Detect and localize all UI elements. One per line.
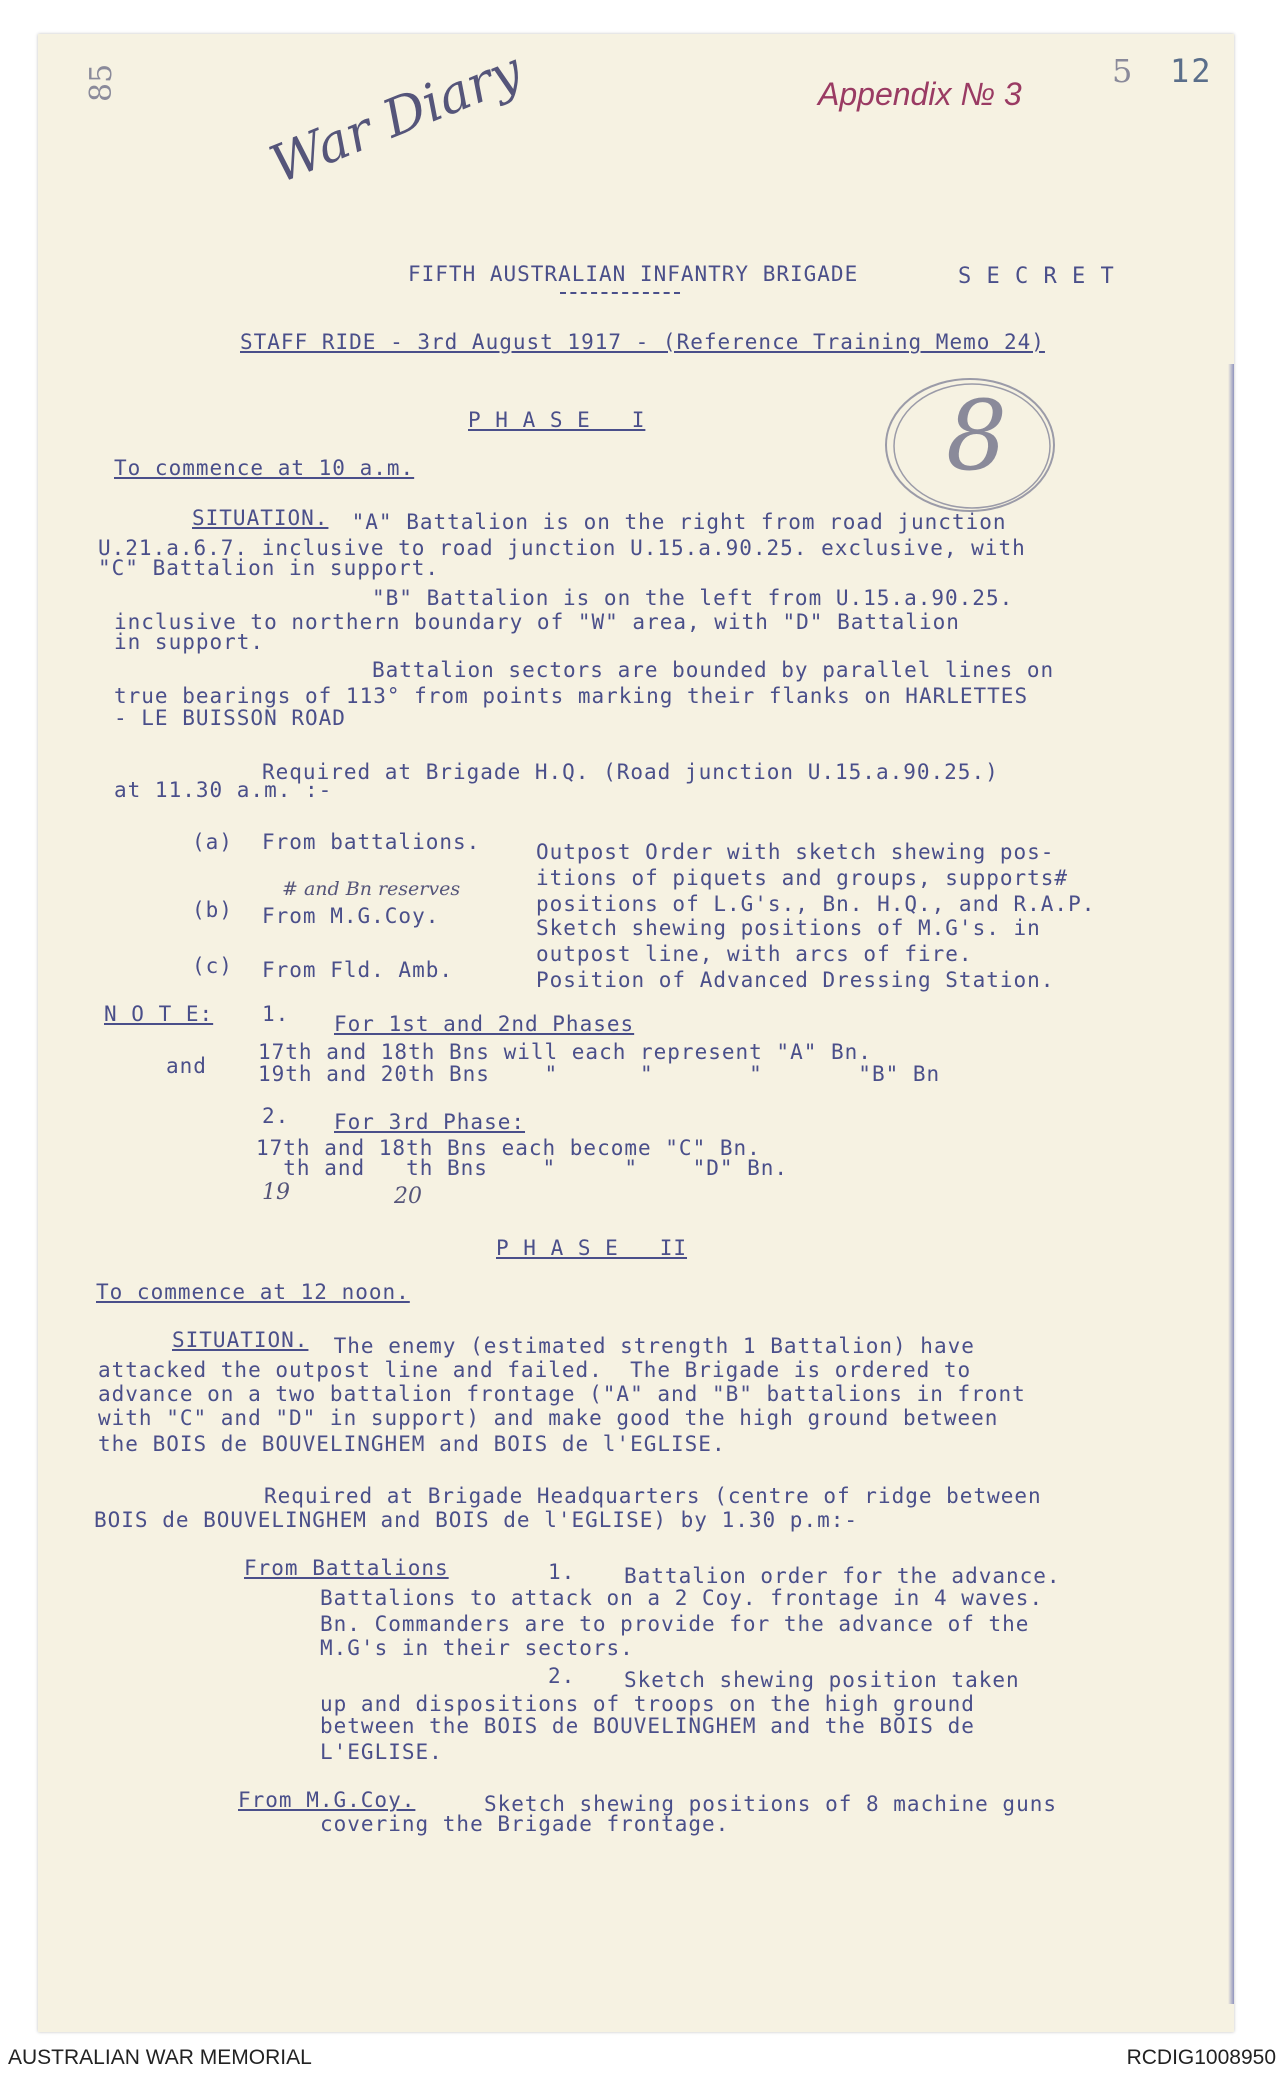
phase1-sectors-line3: - LE BUISSON ROAD [114,706,346,730]
from-bn-2-line1: Sketch shewing position taken [624,1668,1020,1692]
folio-number: 12 [1170,52,1213,90]
corner-number-left: 85 [84,63,119,102]
phase2-situation-label: SITUATION. [172,1328,309,1352]
phase2-situation-line2: attacked the outpost line and failed. The Brigade is ordered to [98,1358,972,1382]
note-label: N O T E: [104,1002,214,1026]
phase1-situation-label: SITUATION. [192,506,329,530]
phase1-sectors-line2: true bearings of 113° from points marking their flanks on HARLETTES [114,684,1029,708]
phase2-situation-line4: with "C" and "D" in support) and make good the high ground between [98,1406,999,1430]
from-bn-1-line3: Bn. Commanders are to provide for the advance of the [320,1612,1030,1636]
note2-hand-19: 19 [262,1180,290,1205]
phase2-situation-line1: The enemy (estimated strength 1 Battalion) have [320,1334,975,1358]
phase2-heading: P H A S E II [496,1236,688,1260]
phase1-b-line1: "B" Battalion is on the left from U.15.a.90.25. [372,586,1014,610]
from-bn-2-line4: L'EGLISE. [320,1740,443,1764]
phase1-situation-line3: "C" Battalion in support. [98,556,440,580]
from-bn-1-line1: Battalion order for the advance. [624,1564,1061,1588]
from-bn-2-number: 2. [548,1664,576,1688]
item-b-letter: (b) [192,898,233,922]
pencil-number-right: 5 [1112,52,1133,90]
hand-insert-bn-reserves: # and Bn reserves [282,878,461,900]
note1-line2: 19th and 20th Bns " " " "B" Bn [258,1062,941,1086]
from-bn-1-line2: Battalions to attack on a 2 Coy. frontage in 4 waves. [320,1586,1044,1610]
note1-and: and [166,1054,207,1078]
phase1-required-line2: at 11.30 a.m. :- [114,778,333,802]
circled-number: 8 [946,380,1008,492]
from-bn-2-line2: up and dispositions of troops on the high ground [320,1692,975,1716]
item-a-line1: Outpost Order with sketch shewing pos- [536,840,1055,864]
note2-number: 2. [262,1104,290,1128]
handwritten-war-diary: War Diary [262,40,531,196]
item-a-line3: positions of L.G's., Bn. H.Q., and R.A.P. [536,892,1096,916]
note1-number: 1. [262,1002,290,1026]
phase1-required-line1: Required at Brigade H.Q. (Road junction U.15.a.90.25.) [262,760,999,784]
note2-hand-20: 20 [394,1184,422,1209]
phase1-commence: To commence at 10 a.m. [114,456,415,480]
phase1-situation-line1: "A" Battalion is on the right from road junction [338,510,1007,534]
secret-label: S E C R E T [958,264,1115,289]
item-c-letter: (c) [192,954,233,978]
item-b-line1: Sketch shewing positions of M.G's. in [536,916,1041,940]
brigade-dash-underline [560,292,680,294]
note2-line1: 17th and 18th Bns each become "C" Bn. [256,1136,761,1160]
footer-source: AUSTRALIAN WAR MEMORIAL [8,2046,312,2069]
item-c-source: From Fld. Amb. [262,958,454,982]
note2-title: For 3rd Phase: [334,1110,526,1134]
brigade-heading: FIFTH AUSTRALIAN INFANTRY BRIGADE [408,262,859,286]
phase2-situation-line3: advance on a two battalion frontage ("A" and "B" battalions in front [98,1382,1026,1406]
phase2-required-line2: BOIS de BOUVELINGHEM and BOIS de l'EGLISE) by 1.30 p.m:- [94,1508,859,1532]
phase2-situation-line5: the BOIS de BOUVELINGHEM and BOIS de l'EGLISE. [98,1432,726,1456]
from-bn-1-number: 1. [548,1560,576,1584]
item-a-line2: itions of piquets and groups, supports# [536,866,1069,890]
note1-line1: 17th and 18th Bns will each represent "A" Bn. [258,1040,872,1064]
phase2-required-line1: Required at Brigade Headquarters (centre of ridge between [264,1484,1042,1508]
item-b-line2: outpost line, with arcs of fire. [536,942,973,966]
item-b-source: From M.G.Coy. [262,904,440,928]
item-c-line1: Position of Advanced Dressing Station. [536,968,1055,992]
from-mg-line1: Sketch shewing positions of 8 machine guns [484,1792,1058,1816]
note2-line2: th and th Bns " " "D" Bn. [256,1156,789,1180]
note1-title: For 1st and 2nd Phases [334,1012,635,1036]
phase1-heading: P H A S E I [468,408,646,432]
from-mg-line2: covering the Brigade frontage. [320,1812,730,1836]
phase1-sectors-line1: Battalion sectors are bounded by parallel lines on [372,658,1055,682]
page-edge-stain [1228,364,1234,2004]
footer-record-id: RCDIG1008950 [1126,2046,1276,2069]
from-bn-2-line3: between the BOIS de BOUVELINGHEM and the BOIS de [320,1714,975,1738]
phase1-situation-line2: U.21.a.6.7. inclusive to road junction U.15.a.90.25. exclusive, with [98,536,1026,560]
phase1-b-line2: inclusive to northern boundary of "W" area, with "D" Battalion [114,610,960,634]
from-bn-1-line4: M.G's in their sectors. [320,1636,634,1660]
item-a-letter: (a) [192,830,233,854]
item-a-source: From battalions. [262,830,481,854]
phase1-b-line3: in support. [114,630,265,654]
from-mg-coy-label: From M.G.Coy. [238,1788,416,1812]
from-battalions-label: From Battalions [244,1556,449,1580]
staff-ride-heading: STAFF RIDE - 3rd August 1917 - (Reference Training Memo 24) [240,330,1045,354]
appendix-stamp: Appendix № 3 [818,76,1022,112]
phase2-commence: To commence at 12 noon. [96,1280,410,1304]
